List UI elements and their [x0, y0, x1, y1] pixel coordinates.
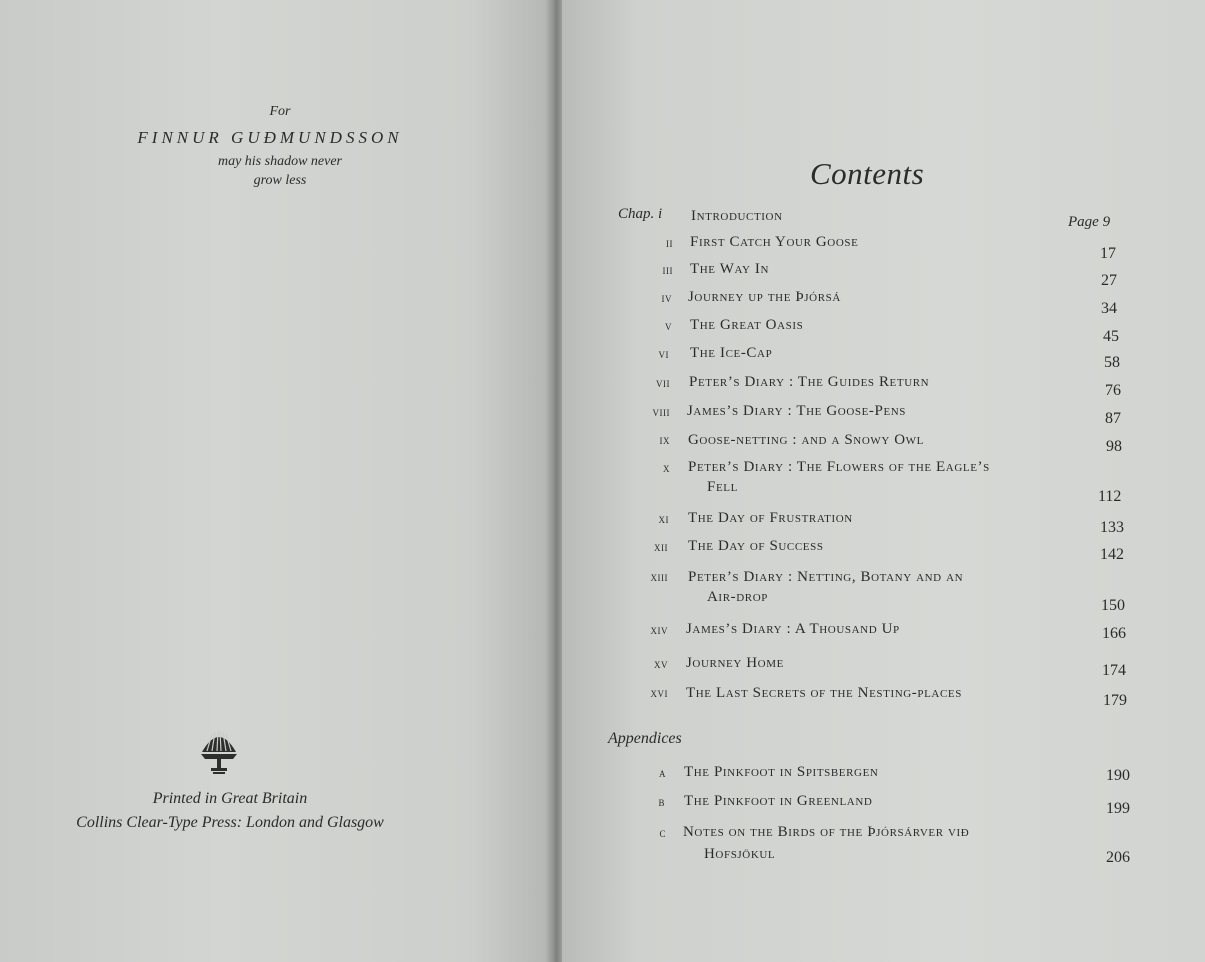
- toc-title-2: First Catch Your Goose: [690, 234, 859, 250]
- appendix-letter-b: b: [658, 794, 665, 809]
- toc-page-6: 58: [1104, 354, 1120, 371]
- toc-title-14: James’s Diary : A Thousand Up: [686, 621, 900, 637]
- dedication-for: For: [269, 104, 291, 119]
- contents-title: Contents: [810, 156, 925, 191]
- toc-page-8: 87: [1105, 410, 1121, 427]
- toc-numeral-5: v: [665, 318, 672, 333]
- toc-page-5: 45: [1103, 328, 1119, 345]
- appendix-title-b: The Pinkfoot in Greenland: [684, 793, 873, 809]
- toc-numeral-3: iii: [662, 262, 673, 277]
- toc-numeral-8: viii: [652, 404, 670, 419]
- dedication: [60, 104, 480, 189]
- toc-page-13: 150: [1101, 597, 1125, 614]
- appendix-letter-a: a: [659, 765, 666, 780]
- toc-numeral-15: xv: [654, 656, 668, 671]
- toc-page-15: 174: [1102, 662, 1126, 679]
- fountain-logo-icon: [196, 726, 242, 778]
- toc-title-6: The Ice-Cap: [690, 345, 773, 361]
- imprint-line-1: Printed in Great Britain: [152, 790, 308, 807]
- toc-numeral-12: xii: [654, 539, 668, 554]
- toc-title-15: Journey Home: [686, 655, 784, 671]
- appendix-page-a: 190: [1106, 767, 1130, 784]
- toc-title-16: The Last Secrets of the Nesting-places: [686, 685, 962, 701]
- toc-page-12: 142: [1100, 546, 1124, 563]
- toc-title-5: The Great Oasis: [690, 317, 804, 333]
- toc-title-13: Peter’s Diary : Netting, Botany and an: [688, 569, 964, 585]
- page-label: Page 9: [1068, 214, 1111, 230]
- left-page: [0, 0, 552, 962]
- toc-title-4: Journey up the Þjórsá: [688, 289, 841, 305]
- chap-label: Chap. i: [618, 206, 663, 222]
- toc-numeral-6: vi: [658, 346, 669, 361]
- toc-numeral-7: vii: [656, 375, 670, 390]
- toc-title-1: Introduction: [691, 208, 783, 224]
- toc-numeral-13: xiii: [650, 569, 668, 584]
- toc-numeral-11: xi: [658, 511, 669, 526]
- appendix-page-c: 206: [1106, 849, 1130, 866]
- toc-page-14: 166: [1102, 625, 1126, 642]
- toc-page-10: 112: [1098, 488, 1122, 505]
- dedication-line-2: grow less: [253, 173, 307, 188]
- toc-page-2: 17: [1100, 245, 1116, 262]
- appendix-title-c-cont: Hofsjökul: [704, 846, 776, 862]
- toc-title-3: The Way In: [690, 261, 770, 277]
- toc-title-12: The Day of Success: [688, 538, 824, 554]
- toc-page-16: 179: [1103, 692, 1127, 709]
- toc-title-8: James’s Diary : The Goose-Pens: [687, 403, 907, 419]
- toc-page-11: 133: [1100, 519, 1124, 536]
- toc-title-7: Peter’s Diary : The Guides Return: [689, 374, 930, 390]
- toc-page-9: 98: [1106, 438, 1122, 455]
- toc-title-10-cont: Fell: [707, 479, 738, 495]
- toc-title-11: The Day of Frustration: [688, 510, 853, 526]
- appendix-title-a: The Pinkfoot in Spitsbergen: [684, 764, 879, 780]
- toc-title-9: Goose-netting : and a Snowy Owl: [688, 432, 924, 448]
- toc-numeral-2: ii: [666, 235, 673, 250]
- toc-title-10: Peter’s Diary : The Flowers of the Eagle’s: [688, 459, 990, 475]
- appendix-letter-c: c: [659, 825, 666, 840]
- toc-page-3: 27: [1101, 272, 1117, 289]
- dedication-name: FINNUR GUÐMUNDSSON: [137, 128, 403, 147]
- appendix-title-c: Notes on the Birds of the Þjórsárver við: [683, 824, 970, 840]
- toc-title-13-cont: Air-drop: [707, 589, 768, 605]
- imprint-line-2: Collins Clear-Type Press: London and Glasgow: [76, 814, 384, 831]
- toc-page-4: 34: [1101, 300, 1117, 317]
- toc-numeral-9: ix: [659, 432, 670, 447]
- appendix-page-b: 199: [1106, 800, 1130, 817]
- toc-numeral-4: iv: [661, 290, 672, 305]
- toc-numeral-10: x: [663, 460, 670, 475]
- toc-numeral-14: xiv: [650, 622, 668, 637]
- toc-page-7: 76: [1105, 382, 1121, 399]
- toc-numeral-16: xvi: [650, 685, 668, 700]
- dedication-line-1: may his shadow never: [217, 154, 343, 169]
- appendices-label: Appendices: [608, 730, 682, 747]
- imprint: [40, 790, 420, 838]
